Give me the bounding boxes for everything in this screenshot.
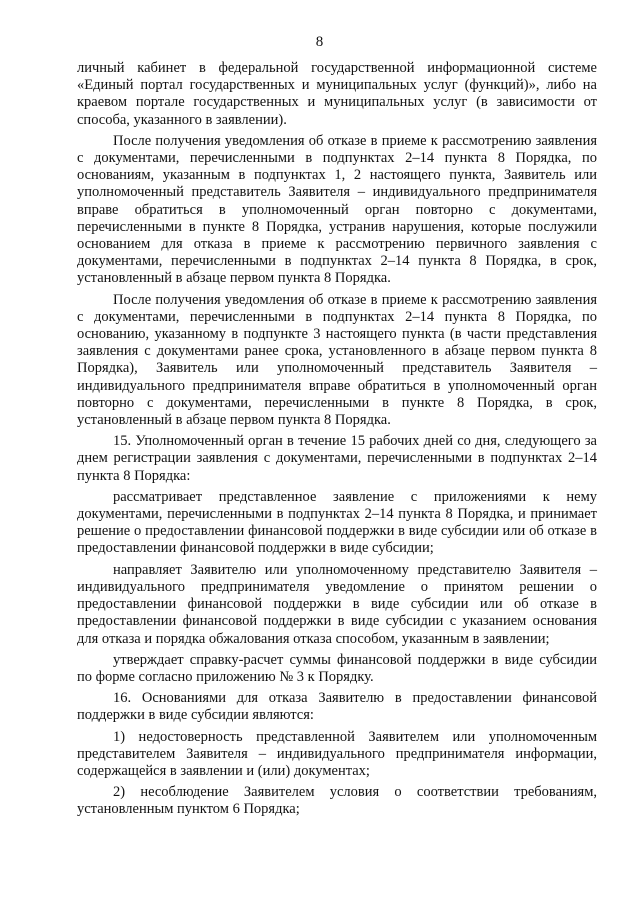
paragraph: утверждает справку-расчет суммы финансовой поддержки в виде субсидии по форме согласно приложению № 3 к Порядку.	[77, 651, 597, 685]
paragraph: После получения уведомления об отказе в приеме к рассмотрению заявления с документами, перечисленными в подпунктах 2–14 пункта 8 Порядка, по основаниям, указанным в подпунктах 1, 2 настоящего пункта, Заявитель или уполномоченный представитель Заявителя – индивидуального предпринимателя вправе обратиться в уполномоченный орган повторно с документами, перечисленными в пункте 8 Порядка, устранив нарушения, которые послужили основанием для отказа в приеме к рассмотрению первичного заявления с документами, перечисленными в подпунктах 2–14 пункта 8 Порядка, в срок, установленный в абзаце первом пункта 8 Порядка.	[77, 132, 597, 287]
page-number: 8	[315, 34, 324, 50]
paragraph: направляет Заявителю или уполномоченному представителю Заявителя – индивидуального предпринимателя уведомление о принятом решении о предоставлении финансовой поддержки в виде субсидии или об отказе в предоставлении финансовой поддержки в виде субсидии с указанием основания для отказа и порядка обжалования отказа способом, указанным в заявлении;	[77, 561, 597, 647]
paragraph-item-16: 16. Основаниями для отказа Заявителю в предоставлении финансовой поддержки в виде субсидии являются:	[77, 690, 597, 724]
paragraph: рассматривает представленное заявление с приложениями к нему документами, перечисленными в подпунктах 2–14 пункта 8 Порядка, и принимает решение о предоставлении финансовой поддержки в виде субсидии или об отказе в предоставлении финансовой поддержки в виде субсидии;	[77, 488, 597, 557]
document-body	[77, 60, 597, 823]
paragraph-subitem-2: 2) несоблюдение Заявителем условия о соответствии требованиям, установленным пунктом 6 Порядка;	[77, 784, 597, 818]
paragraph-item-15: 15. Уполномоченный орган в течение 15 рабочих дней со дня, следующего за днем регистрации заявления с документами, перечисленными в подпунктах 2–14 пункта 8 Порядка:	[77, 433, 597, 484]
paragraph-subitem-1: 1) недостоверность представленной Заявителем или уполномоченным представителем Заявителя – индивидуального предпринимателя информации, содержащейся в заявлении и (или) документах;	[77, 728, 597, 779]
paragraph-continuation: личный кабинет в федеральной государственной информационной системе «Единый портал государственных и муниципальных услуг (функций)», либо на краевом портале государственных и муниципальных услуг (в зависимости от способа, указанного в заявлении).	[77, 60, 597, 128]
paragraph: После получения уведомления об отказе в приеме к рассмотрению заявления с документами, перечисленными в подпунктах 2–14 пункта 8 Порядка, по основанию, указанному в подпункте 3 настоящего пункта (в части представления заявления с документами ранее срока, установленного в абзаце первом пункта 8 Порядка), Заявитель или уполномоченный представитель Заявителя – индивидуального предпринимателя вправе обратиться в уполномоченный орган повторно с документами, перечисленными в пункте 8 Порядка, в срок, установленный в абзаце первом пункта 8 Порядка.	[77, 291, 597, 429]
